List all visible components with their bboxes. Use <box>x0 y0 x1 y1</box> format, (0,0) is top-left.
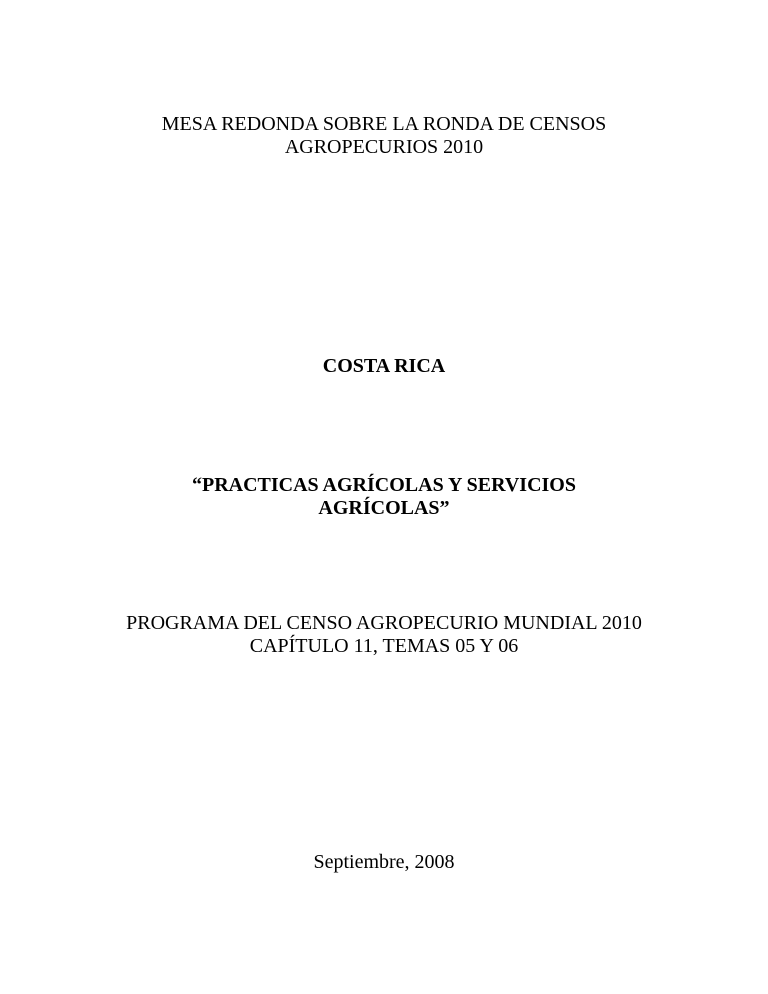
program-reference-line-2: CAPÍTULO 11, TEMAS 05 Y 06 <box>249 635 519 657</box>
country-name-text: COSTA RICA <box>322 355 446 377</box>
meeting-title <box>0 113 768 159</box>
meeting-title-line-1: MESA REDONDA SOBRE LA RONDA DE CENSOS <box>161 113 607 135</box>
country-name <box>0 355 768 378</box>
report-topic-line-1: “PRACTICAS AGRÍCOLAS Y SERVICIOS <box>191 474 576 496</box>
program-reference-line-1: PROGRAMA DEL CENSO AGROPECURIO MUNDIAL 2010 <box>126 612 642 634</box>
document-date <box>0 851 768 874</box>
report-topic-line-2: AGRÍCOLAS” <box>318 497 450 519</box>
meeting-title-line-2: AGROPECURIOS 2010 <box>284 136 484 158</box>
program-reference <box>0 612 768 658</box>
document-date-text: Septiembre, 2008 <box>313 851 455 873</box>
report-topic <box>0 474 768 520</box>
